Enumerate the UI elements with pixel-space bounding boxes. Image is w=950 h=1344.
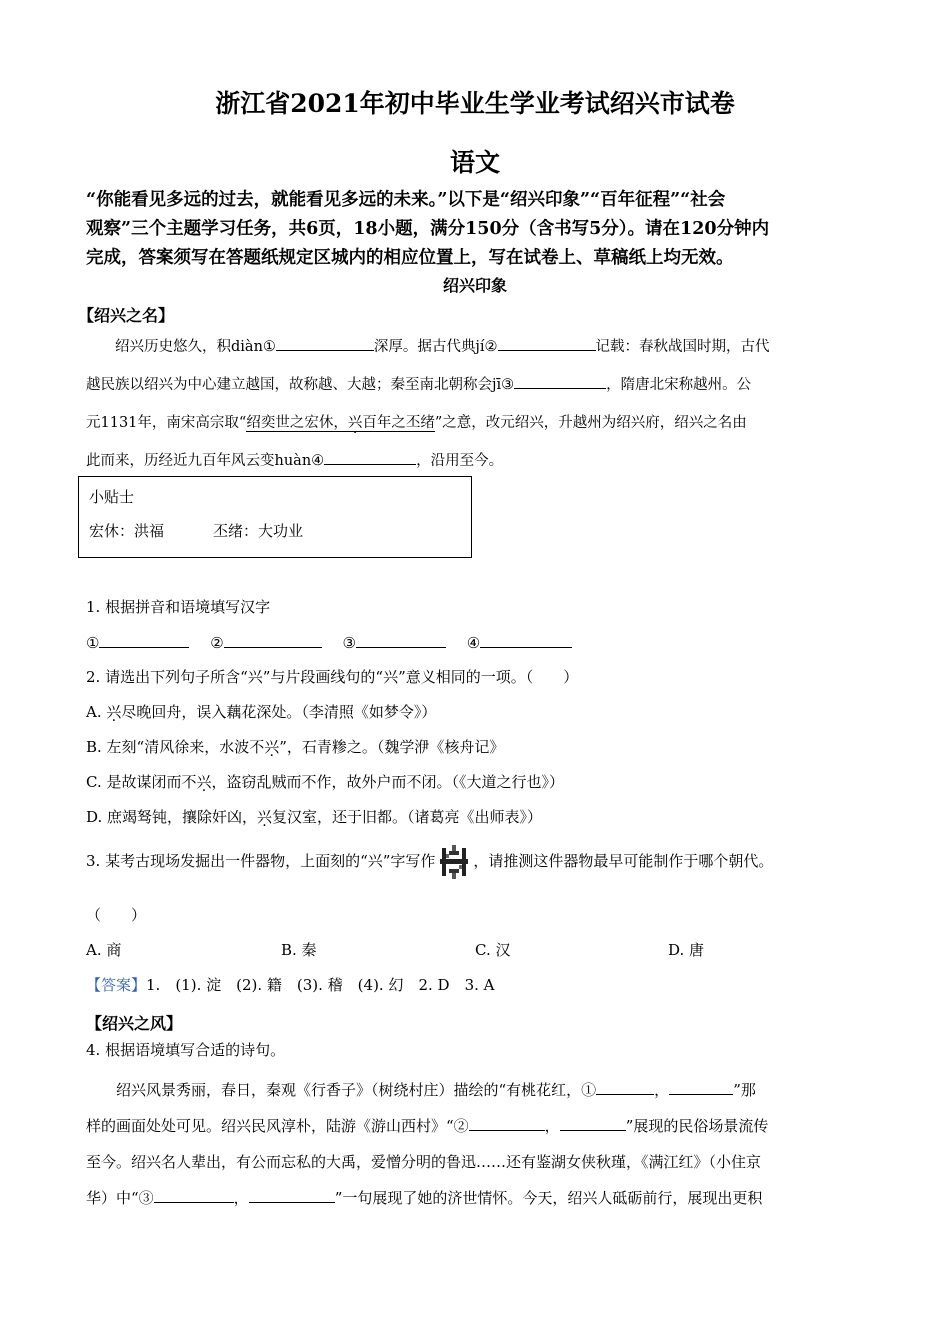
option-text: B. 左刻“清风徐来，水波不 [86, 738, 265, 756]
blank-label: ② [210, 634, 224, 652]
passage-line [86, 328, 868, 366]
option-text: D. 庶竭驽钝，攘除奸凶， [86, 808, 258, 826]
underlined-quote [246, 415, 435, 432]
passage-text: ， [233, 1189, 249, 1207]
poem-blank-1a[interactable] [596, 1078, 654, 1095]
passage-text: ”之意，改元绍兴，升越州为绍兴府，绍兴之名由 [434, 415, 747, 431]
tips-item: 丕绪：大功业 [213, 522, 304, 540]
passage-text: ，隋唐北宋称越州。公 [606, 377, 752, 393]
passage-text: 华）中“③ [86, 1189, 154, 1207]
blank-4[interactable] [324, 448, 416, 465]
passage-shaoxing-name [86, 328, 868, 480]
option-text: A. [86, 703, 107, 721]
question-3-paren: （ ） [86, 906, 147, 924]
ancient-xing-glyph-icon [437, 842, 471, 882]
question-3-option-c[interactable]: C. 汉 [475, 941, 511, 959]
passage-text: 元1131年，南宋高宗取“ [86, 415, 247, 431]
answer-blank-4[interactable] [480, 631, 572, 648]
question-text: ，请推测这件器物最早可能制作于哪个朝代。 [473, 852, 774, 870]
blank-label: ③ [342, 634, 356, 652]
passage-text: 样的画面处处可见。绍兴民风淳朴，陆游《游山西村》“② [86, 1117, 469, 1135]
answer-blank-1[interactable] [99, 631, 189, 648]
option-text: ”，石青糁之。（魏学洢《核舟记》 [279, 738, 505, 756]
passage-text: ， [654, 1081, 670, 1099]
blank-label: ④ [466, 634, 481, 652]
passage-line [86, 404, 868, 442]
question-2-stem: 2. 请选出下列句子所含“兴”与片段画线句的“兴”意义相同的一项。（ ） [86, 668, 579, 686]
question-2-option-b[interactable] [86, 736, 504, 757]
poem-blank-3b[interactable] [249, 1186, 335, 1203]
passage-line [86, 1108, 862, 1144]
exam-title: 浙江省2021年初中毕业生学业考试绍兴市试卷 [215, 89, 735, 118]
passage-text: 绍兴历史悠久，积diàn① [115, 339, 276, 355]
question-3-option-a[interactable]: A. 商 [86, 941, 122, 959]
passage-text: ”展现的民俗场景流传 [625, 1117, 769, 1135]
poem-blank-2a[interactable] [469, 1114, 545, 1131]
poem-blank-1b[interactable] [669, 1078, 733, 1095]
intro-line: 观察”三个主题学习任务，共6页，18小题，满分150分（含书写5分）。请在120分钟内 [86, 219, 770, 239]
intro-line: “你能看见多远的过去，就能看见多远的未来。”以下是“绍兴印象”“百年征程”“社会 [86, 190, 726, 210]
dotted-character: 兴 [196, 773, 212, 791]
option-text: ，盗窃乱贼而不作，故外户而不闭。（《大道之行也》） [211, 773, 565, 791]
question-3-option-b[interactable]: B. 秦 [281, 941, 317, 959]
passage-text: ”那 [733, 1081, 756, 1099]
question-text: 3. 某考古现场发掘出一件器物，上面刻的“兴”字写作 [86, 852, 436, 870]
dotted-character: 兴 [264, 738, 280, 756]
dotted-character: 兴 [257, 808, 273, 826]
question-3-option-d[interactable]: D. 唐 [668, 941, 705, 959]
subject-title: 语文 [449, 148, 500, 177]
passage-line: 至今。绍兴名人辈出，有公而忘私的大禹，爱憎分明的鲁迅……还有鉴湖女侠秋瑾，《满江红》（小住京 [86, 1153, 762, 1171]
passage-text: 绍兴风景秀丽，春日，秦观《行香子》（树绕村庄）描绘的“有桃花红，① [116, 1081, 597, 1099]
passage-shaoxing-wind [86, 1072, 862, 1216]
dotted-character: 兴 [347, 415, 363, 431]
blank-label: ① [86, 634, 100, 652]
question-2-option-d[interactable] [86, 806, 542, 827]
question-1-blanks [86, 631, 572, 652]
answer-text: 1. (1). 淀 (2). 籍 (3). 稽 (4). 幻 2. D 3. A [146, 976, 495, 994]
part-heading-name: 【绍兴之名】 [78, 306, 175, 325]
passage-line [86, 366, 868, 404]
question-2-option-a[interactable] [86, 701, 436, 722]
blank-1[interactable] [276, 334, 374, 351]
passage-text: ，沿用至今。 [416, 453, 504, 469]
dotted-character: 兴 [106, 703, 122, 721]
answer-label: 【答案】 [86, 976, 147, 994]
exam-intro [86, 186, 866, 273]
answer-blank-3[interactable] [356, 631, 446, 648]
question-2-option-c[interactable] [86, 771, 564, 792]
question-4-stem: 4. 根据语境填写合适的诗句。 [86, 1041, 286, 1059]
poem-blank-3a[interactable] [154, 1186, 234, 1203]
option-text: 复汉室，还于旧都。（诸葛亮《出师表》） [272, 808, 543, 826]
option-text: C. 是故谋闭而不 [86, 773, 197, 791]
blank-2[interactable] [498, 334, 596, 351]
tips-title: 小贴士 [89, 488, 135, 506]
passage-text: ， [544, 1117, 560, 1135]
part-heading-wind: 【绍兴之风】 [86, 1014, 183, 1033]
passage-text: 此而来，历经近九百年风云变huàn④ [86, 453, 325, 469]
answer-blank-2[interactable] [224, 631, 322, 648]
passage-line [86, 442, 868, 480]
blank-3[interactable] [514, 372, 606, 389]
quote-text: 绍奕世之宏休， [246, 415, 348, 431]
section-title: 绍兴印象 [442, 276, 507, 295]
passage-text: 深厚。据古代典jí② [373, 339, 498, 355]
question-1-stem: 1. 根据拼音和语境填写汉字 [86, 598, 271, 616]
intro-line: 完成，答案须写在答题纸规定区城内的相应位置上，写在试卷上、草稿纸上均无效。 [86, 248, 734, 268]
poem-blank-2b[interactable] [560, 1114, 626, 1131]
tips-item: 宏休：洪福 [89, 522, 165, 540]
tips-box [78, 476, 472, 558]
passage-text: ”一句展现了她的济世情怀。今天，绍兴人砥砺前行，展现出更积 [334, 1189, 763, 1207]
question-3-stem [86, 842, 773, 882]
passage-text: 记载：春秋战国时期，古代 [595, 339, 770, 355]
passage-line [86, 1072, 862, 1108]
quote-text: 百年之丕绪 [362, 415, 435, 431]
passage-line [86, 1180, 862, 1216]
option-text: 尽晚回舟，误入藕花深处。（李清照《如梦令》） [121, 703, 437, 721]
passage-text: 越民族以绍兴为中心建立越国，故称越、大越；秦至南北朝称会jī③ [86, 377, 515, 393]
answer-key [86, 974, 494, 995]
